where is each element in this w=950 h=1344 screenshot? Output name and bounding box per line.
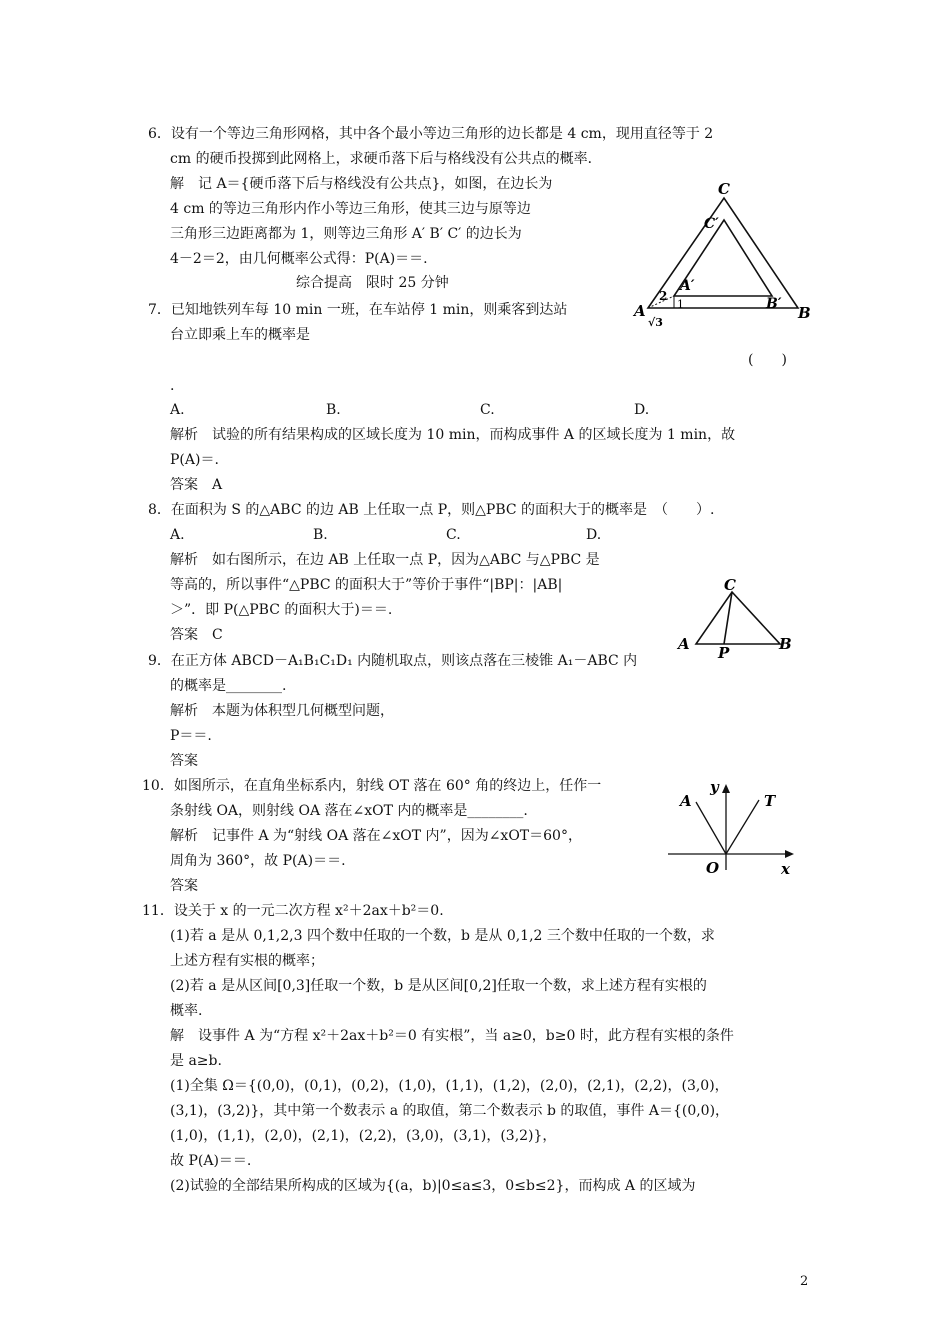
vertex-c-label: C (718, 182, 730, 198)
line-p7-analysis-2: P(A)＝. (170, 452, 219, 468)
line-p11-sol-7: (2)试验的全部结果所构成的区域为{(a，b)|0≤a≤3，0≤b≤2}，而构成 A 的区域为 (170, 1178, 696, 1194)
option-d-p7: D. (634, 402, 650, 418)
option-c-p7: C. (480, 402, 495, 418)
y-label: y (710, 778, 719, 796)
x-label: x (781, 860, 790, 878)
vertex-a-label: A (634, 302, 646, 320)
triangle-abc (696, 592, 780, 644)
line-p7-1: 7．已知地铁列车每 10 min 一班，在车站停 1 min，则乘客到达站 (148, 302, 568, 318)
line-p11-sol-1: 解 设事件 A 为“方程 x²＋2ax＋b²＝0 有实根”，当 a≥0，b≥0 时，此方程有实根的条件 (170, 1028, 734, 1044)
option-a-p7: A. (170, 402, 185, 418)
line-p11-sol-5: (1,0)，(1,1)，(2,0)，(2,1)，(2,2)，(3,0)，(3,1)，(3,2)}， (170, 1128, 557, 1144)
option-b-p8: B. (313, 527, 328, 543)
line-p9-analysis-2: P＝＝. (170, 728, 212, 744)
option-b-p7: B. (326, 402, 341, 418)
answer-bracket-p7: ( ) (748, 352, 787, 368)
line-p8-answer: 答案 C (170, 627, 223, 643)
line-p7-2: 台立即乘上车的概率是 (170, 327, 310, 343)
line-p11-sol-3: (1)全集 Ω＝{(0,0)，(0,1)，(0,2)，(1,0)，(1,1)，(1,2)，(2,0)，(2,1)，(2,2)，(3,0)， (170, 1078, 729, 1094)
line-p9-answer: 答案 (170, 753, 198, 769)
line-p8-analysis-1: 解析 如右图所示，在边 AB 上任取一点 P，因为△ABC 与△PBC 是 (170, 552, 600, 568)
line-p11-sol-4: (3,1)，(3,2)}，其中第一个数表示 a 的取值，第二个数表示 b 的取值，事件 A＝{(0,0)， (170, 1103, 730, 1119)
vertex-c-prime-label: C′ (704, 216, 719, 232)
vertex-b-label: B (798, 304, 811, 322)
outer-triangle (648, 198, 798, 308)
line-p6-sol-3: 三角形三边距离都为 1，则等边三角形 A′ B′ C′ 的边长为 (170, 226, 522, 242)
option-c-p8: C. (446, 527, 461, 543)
section-heading: 综合提高 限时 25 分钟 (296, 275, 449, 291)
option-a-p8: A. (170, 527, 185, 543)
vertex-a-label: A (678, 635, 690, 653)
vertex-b-prime-label: B′ (766, 296, 782, 312)
page-number: 2 (800, 1274, 809, 1289)
line-p10-2: 条射线 OA，则射线 OA 落在∠xOT 内的概率是________. (170, 803, 528, 819)
line-p9-2: 的概率是________. (170, 678, 287, 694)
ray-t-label: T (764, 792, 776, 810)
line-p6-2: cm 的硬币投掷到此网格上，求硬币落下后与格线没有公共点的概率． (170, 151, 602, 167)
line-p8-1: 8．在面积为 S 的△ABC 的边 AB 上任取一点 P，则△PBC 的面积大于的概率是 （ ）. (148, 502, 715, 518)
vertex-c-label: C (724, 576, 736, 594)
line-p10-analysis-2: 周角为 360°，故 P(A)＝＝. (170, 853, 346, 869)
vertex-a-prime-label: A′ (680, 278, 695, 294)
option-d-p8: D. (586, 527, 602, 543)
line-p7-dot: . (170, 378, 175, 394)
segment-cp (724, 592, 732, 644)
axes-figure (664, 776, 800, 878)
triangle-p-figure (676, 574, 796, 660)
length-1-label: 1 (677, 298, 684, 311)
origin-label: O (706, 859, 720, 877)
point-p-label: P (718, 644, 730, 660)
line-p10-answer: 答案 (170, 878, 198, 894)
line-p6-sol-2: 4 cm 的等边三角形内作小等边三角形，使其三边与原等边 (170, 201, 531, 217)
ray-oa (696, 802, 726, 854)
ray-a-label: A (680, 792, 692, 810)
line-p6-sol-4: 4－2＝2，由几何概率公式得：P(A)＝＝. (170, 251, 428, 267)
line-p9-analysis-1: 解析 本题为体积型几何概型问题， (170, 703, 394, 719)
line-p9-1: 9．在正方体 ABCD－A₁B₁C₁D₁ 内随机取点，则该点落在三棱锥 A₁－ABC 内 (148, 653, 638, 669)
length-sqrt3-label: √3 (648, 316, 663, 329)
line-p10-1: 10．如图所示，在直角坐标系内，射线 OT 落在 60° 角的终边上，任作一 (142, 778, 602, 794)
line-p8-analysis-2: 等高的，所以事件“△PBC 的面积大于”等价于事件“|BP|：|AB| (170, 577, 563, 593)
x-axis-arrow (785, 850, 794, 858)
line-p8-analysis-3: ＞”．即 P(△PBC 的面积大于)＝＝. (170, 602, 393, 618)
line-p10-analysis-1: 解析 记事件 A 为“射线 OA 落在∠xOT 内”，因为∠xOT＝60°， (170, 828, 582, 844)
line-p7-answer: 答案 A (170, 477, 223, 493)
line-p6-sol-1: 解 记 A＝{硬币落下后与格线没有公共点}，如图，在边长为 (170, 176, 553, 192)
line-p11-q1-2: 上述方程有实根的概率； (170, 953, 324, 969)
line-p11-q2-2: 概率. (170, 1003, 203, 1019)
ray-ot (726, 800, 759, 854)
vertex-b-label: B (779, 635, 792, 653)
line-p6-1: 6．设有一个等边三角形网格，其中各个最小等边三角形的边长都是 4 cm，现用直径等于 2 (148, 126, 714, 142)
line-p11-q2-1: (2)若 a 是从区间[0,3]任取一个数，b 是从区间[0,2]任取一个数，求上述方程有实根的 (170, 978, 707, 994)
line-p11-sol-6: 故 P(A)＝＝. (170, 1153, 252, 1169)
length-2-label: 2 (659, 289, 668, 303)
triangle-figure (628, 182, 818, 332)
line-p7-analysis-1: 解析 试验的所有结果构成的区域长度为 10 min，而构成事件 A 的区域长度为 1 min，故 (170, 427, 736, 443)
y-axis-arrow (722, 784, 730, 793)
line-p11-q1-1: (1)若 a 是从 0,1,2,3 四个数中任取的一个数，b 是从 0,1,2 三个数中任取的一个数，求 (170, 928, 715, 944)
line-p11-1: 11．设关于 x 的一元二次方程 x²＋2ax＋b²＝0. (142, 903, 444, 919)
line-p11-sol-2: 是 a≥b. (170, 1053, 222, 1069)
